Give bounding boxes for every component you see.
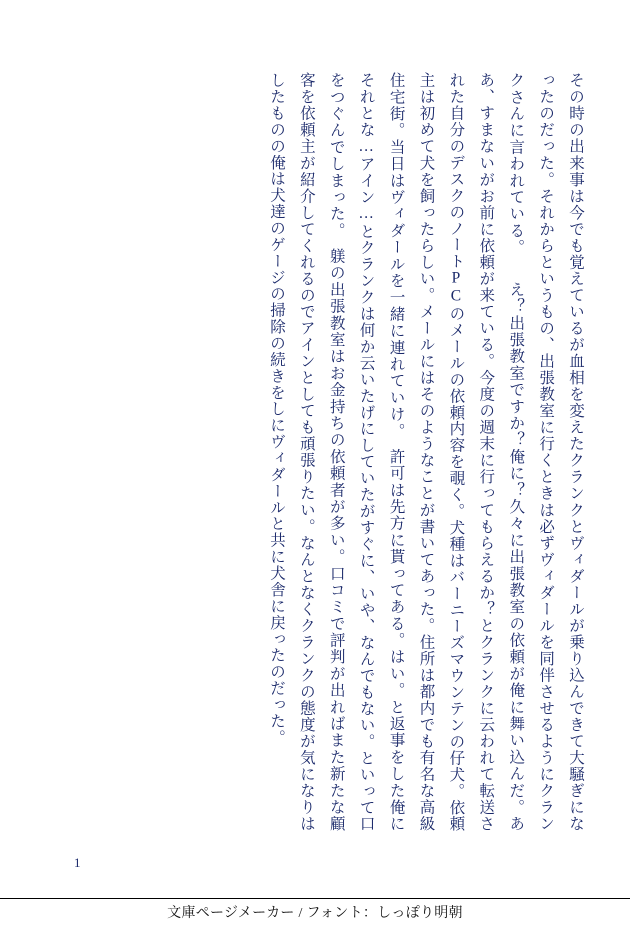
vertical-text-body xyxy=(40,72,590,832)
body-paragraph: その時の出来事は今でも覚えているが血相を変えたクランクとヴィダールが乗り込んできて大騒ぎになったのだった。それからというもの、出張教室に行くときは必ずヴィダールを同伴させるようにクランクさんに言われている。 え？出張教室ですか？俺に？久々に出張教室の依頼が俺に舞い込んだ。ああ、すまないがお前に依頼が来ている。今度の週末に行ってもらえるか？とクランクに云われて転送された自分のデスクのノートPCのメールの依頼内容を覗く。犬種はバーニーズマウンテンの仔犬。依頼主は初めて犬を飼ったらしい。メールにはそのようなことが書いてあった。住所は都内でも有名な高級住宅街。当日はヴィダールを一緒に連れていけ。 許可は先方に貰ってある。はい。と返事をした俺にそれとな…アイン…とクランクは何か云いたげにしていたがすぐに、いや、なんでもない。といって口をつぐんでしまった。 躾の出張教室はお金持ちの依頼者が多い。口コミで評判が出ればまた新たな顧客を依頼主が紹介してくれるのでアインとしても頑張りたい。なんとなくクランクの態度が気になりはしたものの俺は犬達のゲージの掃除の続きをしにヴィダールと共に犬舎に戻ったのだった。 xyxy=(267,72,584,832)
footer-divider xyxy=(0,898,630,899)
footer-caption: 文庫ページメーカー / フォント：しっぽり明朝 xyxy=(167,906,463,921)
page-number: 1 xyxy=(74,855,81,870)
